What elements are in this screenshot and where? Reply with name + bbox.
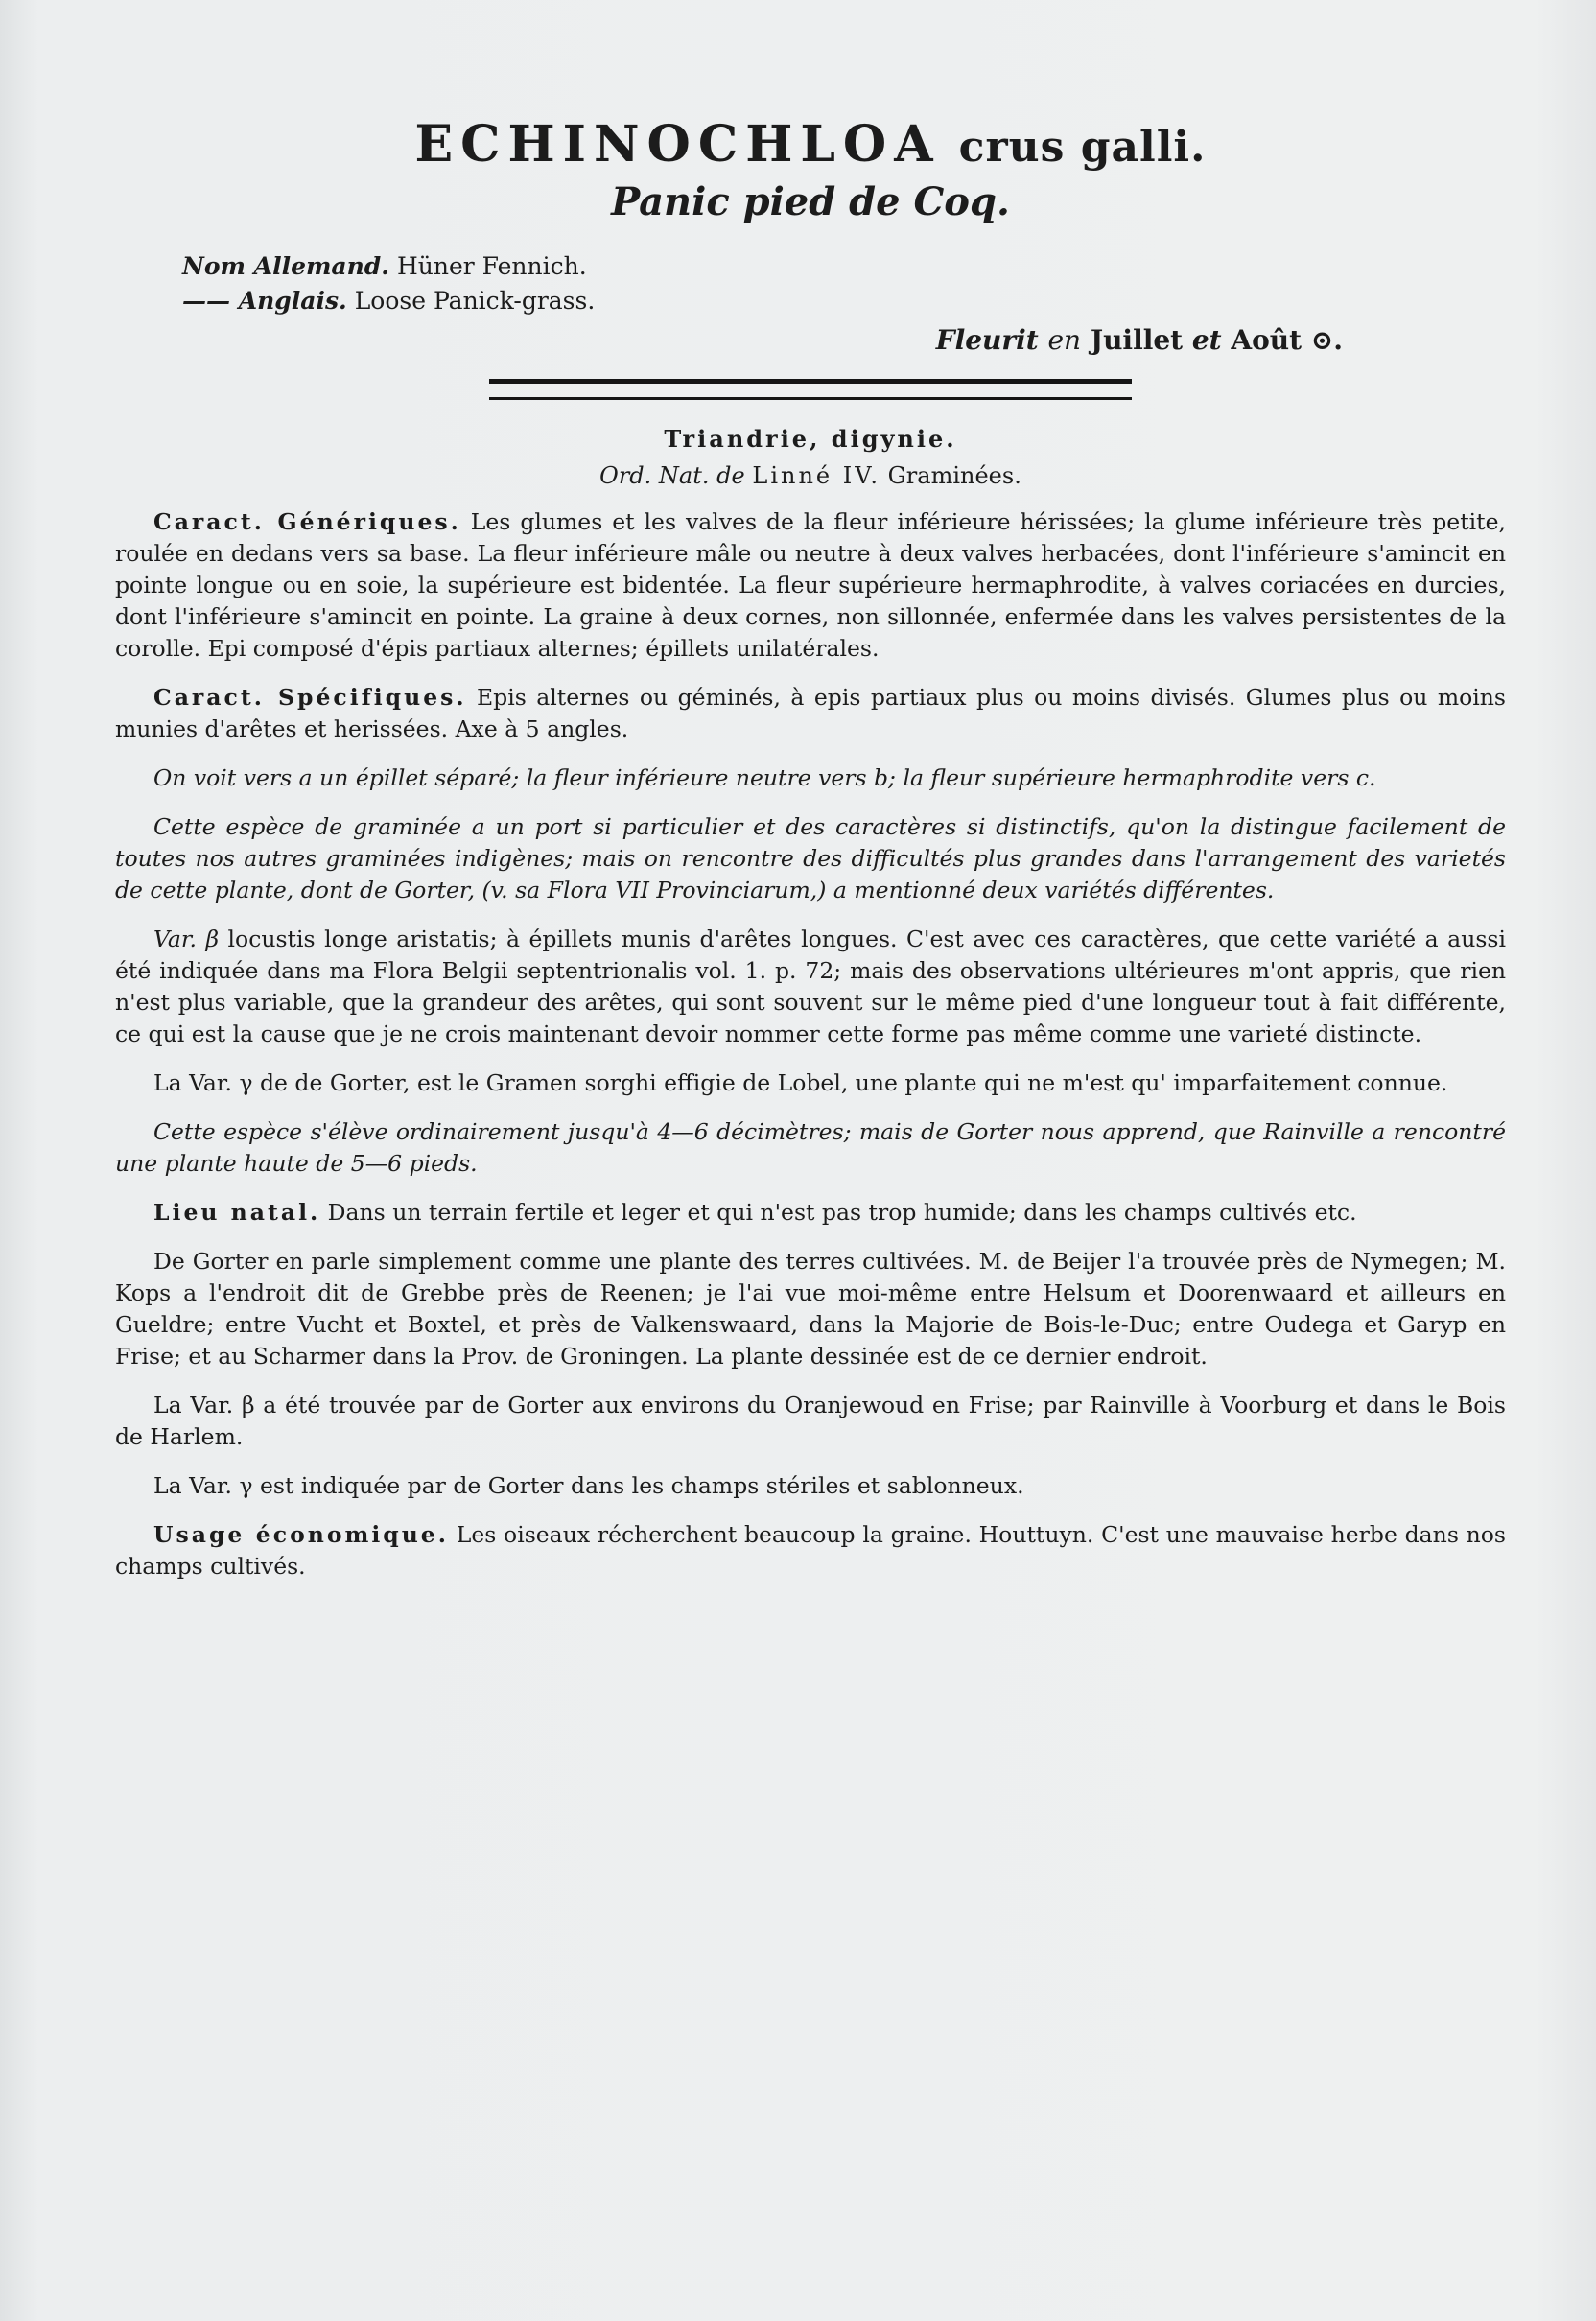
figure-note — [115, 762, 1506, 794]
flowering-en: en — [1047, 324, 1082, 356]
flowering-line — [115, 324, 1343, 356]
var-beta-found-text: La Var. β a été trouvée par de Gorter aux environs du Oranjewoud en Frise; par Rainville à Voorburg et dans le Bois de Harlem. — [115, 1392, 1506, 1450]
order-family: Graminées. — [887, 462, 1021, 489]
localities-text: De Gorter en parle simplement comme une plante des terres cultivées. M. de Beijer l'a trouvée près de Nymegen; M. Kops a l'endroit dit de Grebbe près de Reenen; je l'ai vue moi-même entre Helsum et Doorenwaard et ailleurs en Gueldre; entre Vucht et Boxtel, et près de Valkenswaard, dans la Majorie de Bois-le-Duc; entre Oudega et Garyp en Frise; et au Scharmer dans la Prov. de Groningen. La plante dessinée est de ce dernier endroit. — [115, 1248, 1506, 1370]
var-gamma-text: La Var. γ de de Gorter, est le Gramen sorghi effigie de Lobel, une plante qui ne m'est qu' imparfaitement connue. — [153, 1069, 1448, 1096]
var-beta-text: locustis longe aristatis; à épillets munis d'arêtes longues. C'est avec ces caractères, que cette variété a aussi été indiquée dans ma Flora Belgii septentrionalis vol. 1. p. 72; mais des observations ultérieures m'ont appris, que rien n'est plus variable, que la grandeur des arêtes, qui sont souvent sur le même pied d'une longueur tout à fait différente, ce qui est la cause que je ne crois maintenant devoir nommer cette forme pas même comme une varieté distincte. — [115, 926, 1506, 1047]
usage-text: Les oiseaux récherchent beaucoup la graine. Houttuyn. C'est une mauvaise herbe dans nos champs cultivés. — [115, 1521, 1506, 1580]
usage-paragraph — [115, 1519, 1506, 1582]
title-genus: ECHINOCHLOA — [414, 115, 941, 174]
varieties-paragraph — [115, 811, 1506, 906]
flowering-value: Juillet — [1090, 324, 1184, 356]
page-title — [115, 115, 1506, 174]
specific-label: Caract. Spécifiques. — [153, 684, 467, 711]
order-de: de — [716, 462, 745, 489]
english-name-row — [182, 284, 1506, 318]
page-content — [115, 77, 1506, 1582]
flowering-et: et — [1191, 324, 1222, 356]
order-linne: Linné IV. — [752, 462, 880, 489]
order-label: Ord. Nat. — [599, 462, 710, 489]
height-text: Cette espèce s'élève ordinairement jusqu'à 4—6 décimètres; mais de Gorter nous apprend, que Rainville a rencontré une plante haute de 5—6 pieds. — [115, 1118, 1506, 1177]
double-rule-divider — [489, 379, 1132, 400]
var-gamma-localities — [115, 1470, 1506, 1502]
var-gamma-found-text: La Var. γ est indiquée par de Gorter dans les champs stériles et sablonneux. — [153, 1472, 1024, 1499]
flowering-value2: Août ⊙. — [1231, 324, 1343, 356]
generic-text: Les glumes et les valves de la fleur inférieure hérissées; la glume inférieure très petite, roulée en dedans vers sa base. La fleur inférieure mâle ou neutre à deux valves herbacées, dont l'inférieure s'amincit en pointe longue ou en soie, la supérieure est bidentée. La fleur supérieure hermaphrodite, à valves coriacées en durcies, dont l'inférieure s'amincit en pointe. La graine à deux cornes, non sillonnée, enfermée dans les valves persistentes de la corolle. Epi composé d'épis partiaux alternes; épillets unilatérales. — [115, 508, 1506, 662]
german-value: Hüner Fennich. — [396, 252, 587, 280]
varieties-text: Cette espèce de graminée a un port si particulier et des caractères si distinctifs, qu'on la distingue facilement de toutes nos autres graminées indigènes; mais on rencontre des difficultés plus grandes dans l'arrangement des varietés de cette plante, dont de Gorter, (v. sa Flora VII Provinciarum,) a mentionné deux variétés différentes. — [115, 813, 1506, 903]
german-name-row — [182, 249, 1506, 284]
var-beta-localities — [115, 1390, 1506, 1453]
var-beta-label: Var. β — [153, 926, 220, 952]
german-label: Nom Allemand. — [182, 252, 389, 280]
var-gamma-paragraph — [115, 1067, 1506, 1099]
figure-note-text: On voit vers a un épillet séparé; la fleur inférieure neutre vers b; la fleur supérieure hermaphrodite vers c. — [153, 764, 1376, 791]
linnaean-system: Triandrie, digynie. — [664, 425, 957, 453]
natural-order — [115, 462, 1506, 489]
common-names — [182, 249, 1506, 318]
localities-paragraph — [115, 1246, 1506, 1372]
english-label: —— Anglais. — [182, 287, 347, 315]
habitat-paragraph — [115, 1197, 1506, 1229]
generic-label: Caract. Génériques. — [153, 508, 461, 535]
usage-label: Usage économique. — [153, 1521, 449, 1548]
habitat-label: Lieu natal. — [153, 1199, 321, 1226]
specific-characters — [115, 682, 1506, 745]
title-species: crus galli. — [958, 123, 1207, 172]
english-value: Loose Panick-grass. — [354, 287, 596, 315]
generic-characters — [115, 506, 1506, 665]
flowering-label: Fleurit — [935, 324, 1039, 356]
habitat-text: Dans un terrain fertile et leger et qui n'est pas trop humide; dans les champs cultivés etc. — [327, 1199, 1357, 1226]
specific-text: Epis alternes ou géminés, à epis partiaux plus ou moins divisés. Glumes plus ou moins munies d'arêtes et herissées. Axe à 5 angles. — [115, 684, 1506, 742]
page-subtitle: Panic pied de Coq. — [611, 179, 1010, 224]
var-beta-paragraph — [115, 924, 1506, 1050]
height-paragraph — [115, 1116, 1506, 1180]
